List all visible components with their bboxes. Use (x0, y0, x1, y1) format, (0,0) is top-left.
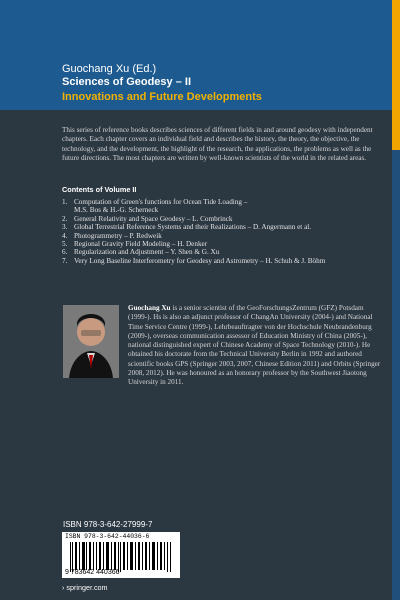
contents-item-title: Regional Gravity Field Modeling – H. Denker (74, 240, 208, 249)
contents-item-title: General Relativity and Space Geodesy – L. Combrinck (74, 214, 233, 223)
author-bio (128, 304, 384, 388)
contents-item-number: 5. (62, 240, 68, 249)
book-title: Sciences of Geodesy – II (62, 76, 192, 88)
contents-section (62, 185, 380, 265)
contents-item-title: Photogrammetry – P. Redweik (74, 231, 162, 240)
contents-item (62, 240, 380, 248)
springer-link[interactable]: › springer.com (62, 583, 108, 592)
series-description: This series of reference books describes sciences of different fields in and around geodesy with independent chapters. Each chapter covers an individual field and describes the history, the theory, the objective, the technology, and the development, the highlight of the research, the applications, the problems as well as the future directions. The most chapters are written by well-known scientists of the world in the related areas. (62, 126, 373, 162)
contents-item-authors: M.S. Bos & H.-G. Scherneck (74, 206, 159, 215)
contents-item (62, 223, 380, 231)
isbn-label: ISBN 978-3-642-27999-7 (63, 520, 153, 529)
contents-item (62, 248, 380, 256)
contents-item-number: 1. (62, 198, 68, 206)
contents-item (62, 198, 380, 206)
contents-item-title: Global Terrestrial Reference Systems and their Realizations – D. Angermann et al. (74, 223, 312, 232)
contents-item (62, 215, 380, 223)
isbn-barcode (62, 532, 180, 578)
accent-strip-orange (392, 0, 400, 150)
book-subtitle: Innovations and Future Developments (62, 91, 262, 103)
barcode-bars (70, 542, 174, 572)
bio-text: is a senior scientist of the GeoForschungsZentrum (GFZ) Potsdam (1999-). Hs is also an adjunct professor of ChangAn University (2004-) and National Time Service Centre (1999-), Lehrbeauftragter von der Hochschule Neubrandenburg (2009-), overseas communication assessor of Education Ministry of China (2005-), national distinguished expert of Chinese Academy of Space Technology (2010-). He obtained his doctorate from the Technical University Berlin in 1992 and authored scientific books GPS (Springer 2003, 2007, Chinese Edition 2011) and Orbits (Springer 2008, 2012). He was honoured as an honorary professor by the Southwest Jiaotong University in 2011. (128, 304, 381, 387)
contents-item-title: Computation of Green's functions for Ocean Tide Loading – (74, 198, 248, 206)
contents-item-number: 3. (62, 223, 68, 232)
barcode-number: 9 783642 440366 (65, 569, 120, 576)
contents-item-title: Regularization and Adjustment – Y. Shen & G. Xu (74, 248, 220, 257)
contents-item (62, 257, 380, 265)
author-photo (63, 305, 119, 378)
book-author: Guochang Xu (Ed.) (62, 63, 157, 75)
contents-item-title: Very Long Baseline Interferometry for Geodesy and Astrometry – H. Schuh & J. Böhm (74, 256, 326, 265)
contents-item-number: 6. (62, 248, 68, 257)
contents-item-number: 7. (62, 256, 68, 265)
contents-item-number: 4. (62, 231, 68, 240)
barcode-top-text: ISBN 978-3-642-44036-6 (65, 533, 150, 540)
bio-name: Guochang Xu (128, 304, 171, 312)
contents-item-number: 2. (62, 214, 68, 223)
contents-heading: Contents of Volume II (62, 185, 137, 194)
accent-strip (392, 0, 400, 600)
contents-item (62, 232, 380, 240)
